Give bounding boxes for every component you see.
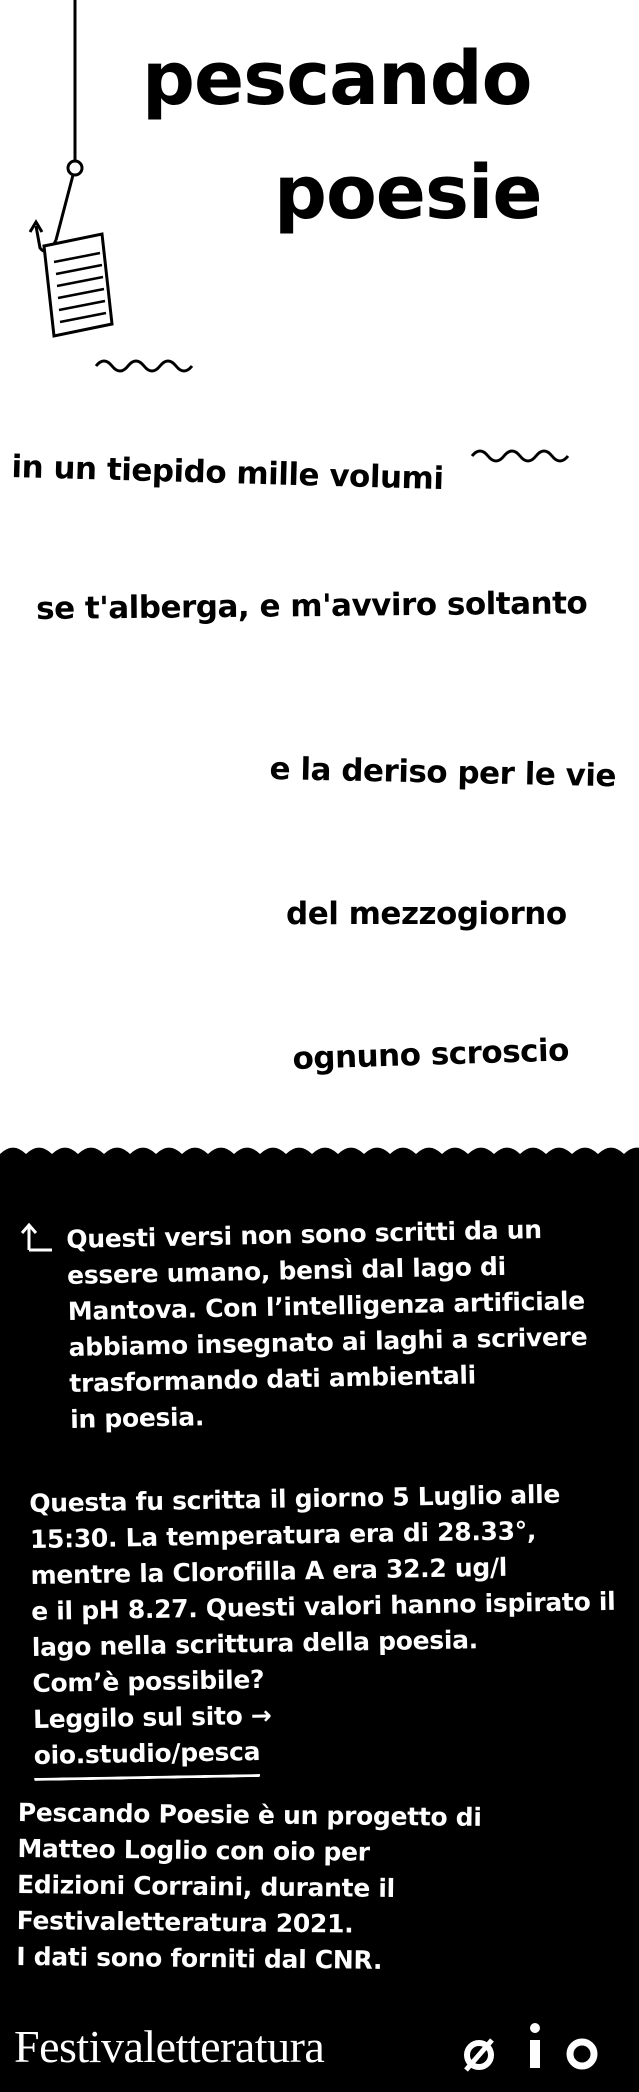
intro-paragraph xyxy=(66,1211,589,1438)
read-more-prefix: Leggilo sul sito → xyxy=(32,1700,272,1734)
intro-line: trasformando dati ambientali xyxy=(69,1360,477,1398)
paper-icon xyxy=(44,234,112,336)
wave-squiggle-icon xyxy=(94,356,196,374)
data-line: 15:30. La temperatura era di 28.33°, xyxy=(29,1516,537,1554)
page-title-line1: pescando xyxy=(142,36,532,122)
read-more-line xyxy=(33,1692,619,1781)
poem-line-4: del mezzogiorno xyxy=(286,896,567,932)
poem-line-5: ognuno scroscio xyxy=(291,1032,570,1077)
poem-line-3: e la deriso per le vie xyxy=(269,751,617,795)
site-link[interactable]: oio.studio/pesca xyxy=(33,1734,260,1781)
poem-line-1: in un tiepido mille volumi xyxy=(11,449,444,498)
festivaletteratura-logo: Festivaletteratura xyxy=(14,2021,325,2072)
intro-line: Mantova. Con l’intelligenza artificiale xyxy=(67,1286,586,1326)
intro-line: Questi versi non sono scritti da un xyxy=(66,1215,542,1254)
oio-logo-icon xyxy=(460,2018,600,2078)
poem-line-2: se t'alberga, e m'avviro soltanto xyxy=(35,585,588,627)
credits-line: Edizioni Corraini, durante il xyxy=(16,1869,396,1903)
credits-line: Festivaletteratura 2021. xyxy=(16,1905,354,1939)
fishing-hook-icon xyxy=(0,0,130,360)
credits-line: I dati sono forniti dal CNR. xyxy=(16,1941,383,1975)
data-line: mentre la Clorofilla A era 32.2 ug/l xyxy=(30,1552,508,1590)
credits-line: Matteo Loglio con oio per xyxy=(17,1833,370,1867)
wave-squiggle-icon xyxy=(470,448,572,466)
data-line: Questa fu scritta il giorno 5 Luglio alle xyxy=(29,1479,561,1518)
intro-line: essere umano, bensì dal lago di xyxy=(66,1251,507,1290)
data-line: Com’è possibile? xyxy=(32,1664,265,1698)
arrow-up-icon xyxy=(20,1222,54,1252)
data-paragraph xyxy=(29,1476,618,1781)
credits-paragraph xyxy=(16,1795,482,1980)
intro-line: in poesia. xyxy=(69,1402,205,1434)
credits-line: Pescando Poesie è un progetto di xyxy=(17,1797,482,1832)
page-title-line2: poesie xyxy=(274,150,542,236)
intro-line: abbiamo insegnato ai laghi a scrivere xyxy=(68,1322,588,1362)
data-line: e il pH 8.27. Questi valori hanno ispirato il xyxy=(30,1586,616,1626)
data-line: lago nella scrittura della poesia. xyxy=(31,1625,479,1662)
